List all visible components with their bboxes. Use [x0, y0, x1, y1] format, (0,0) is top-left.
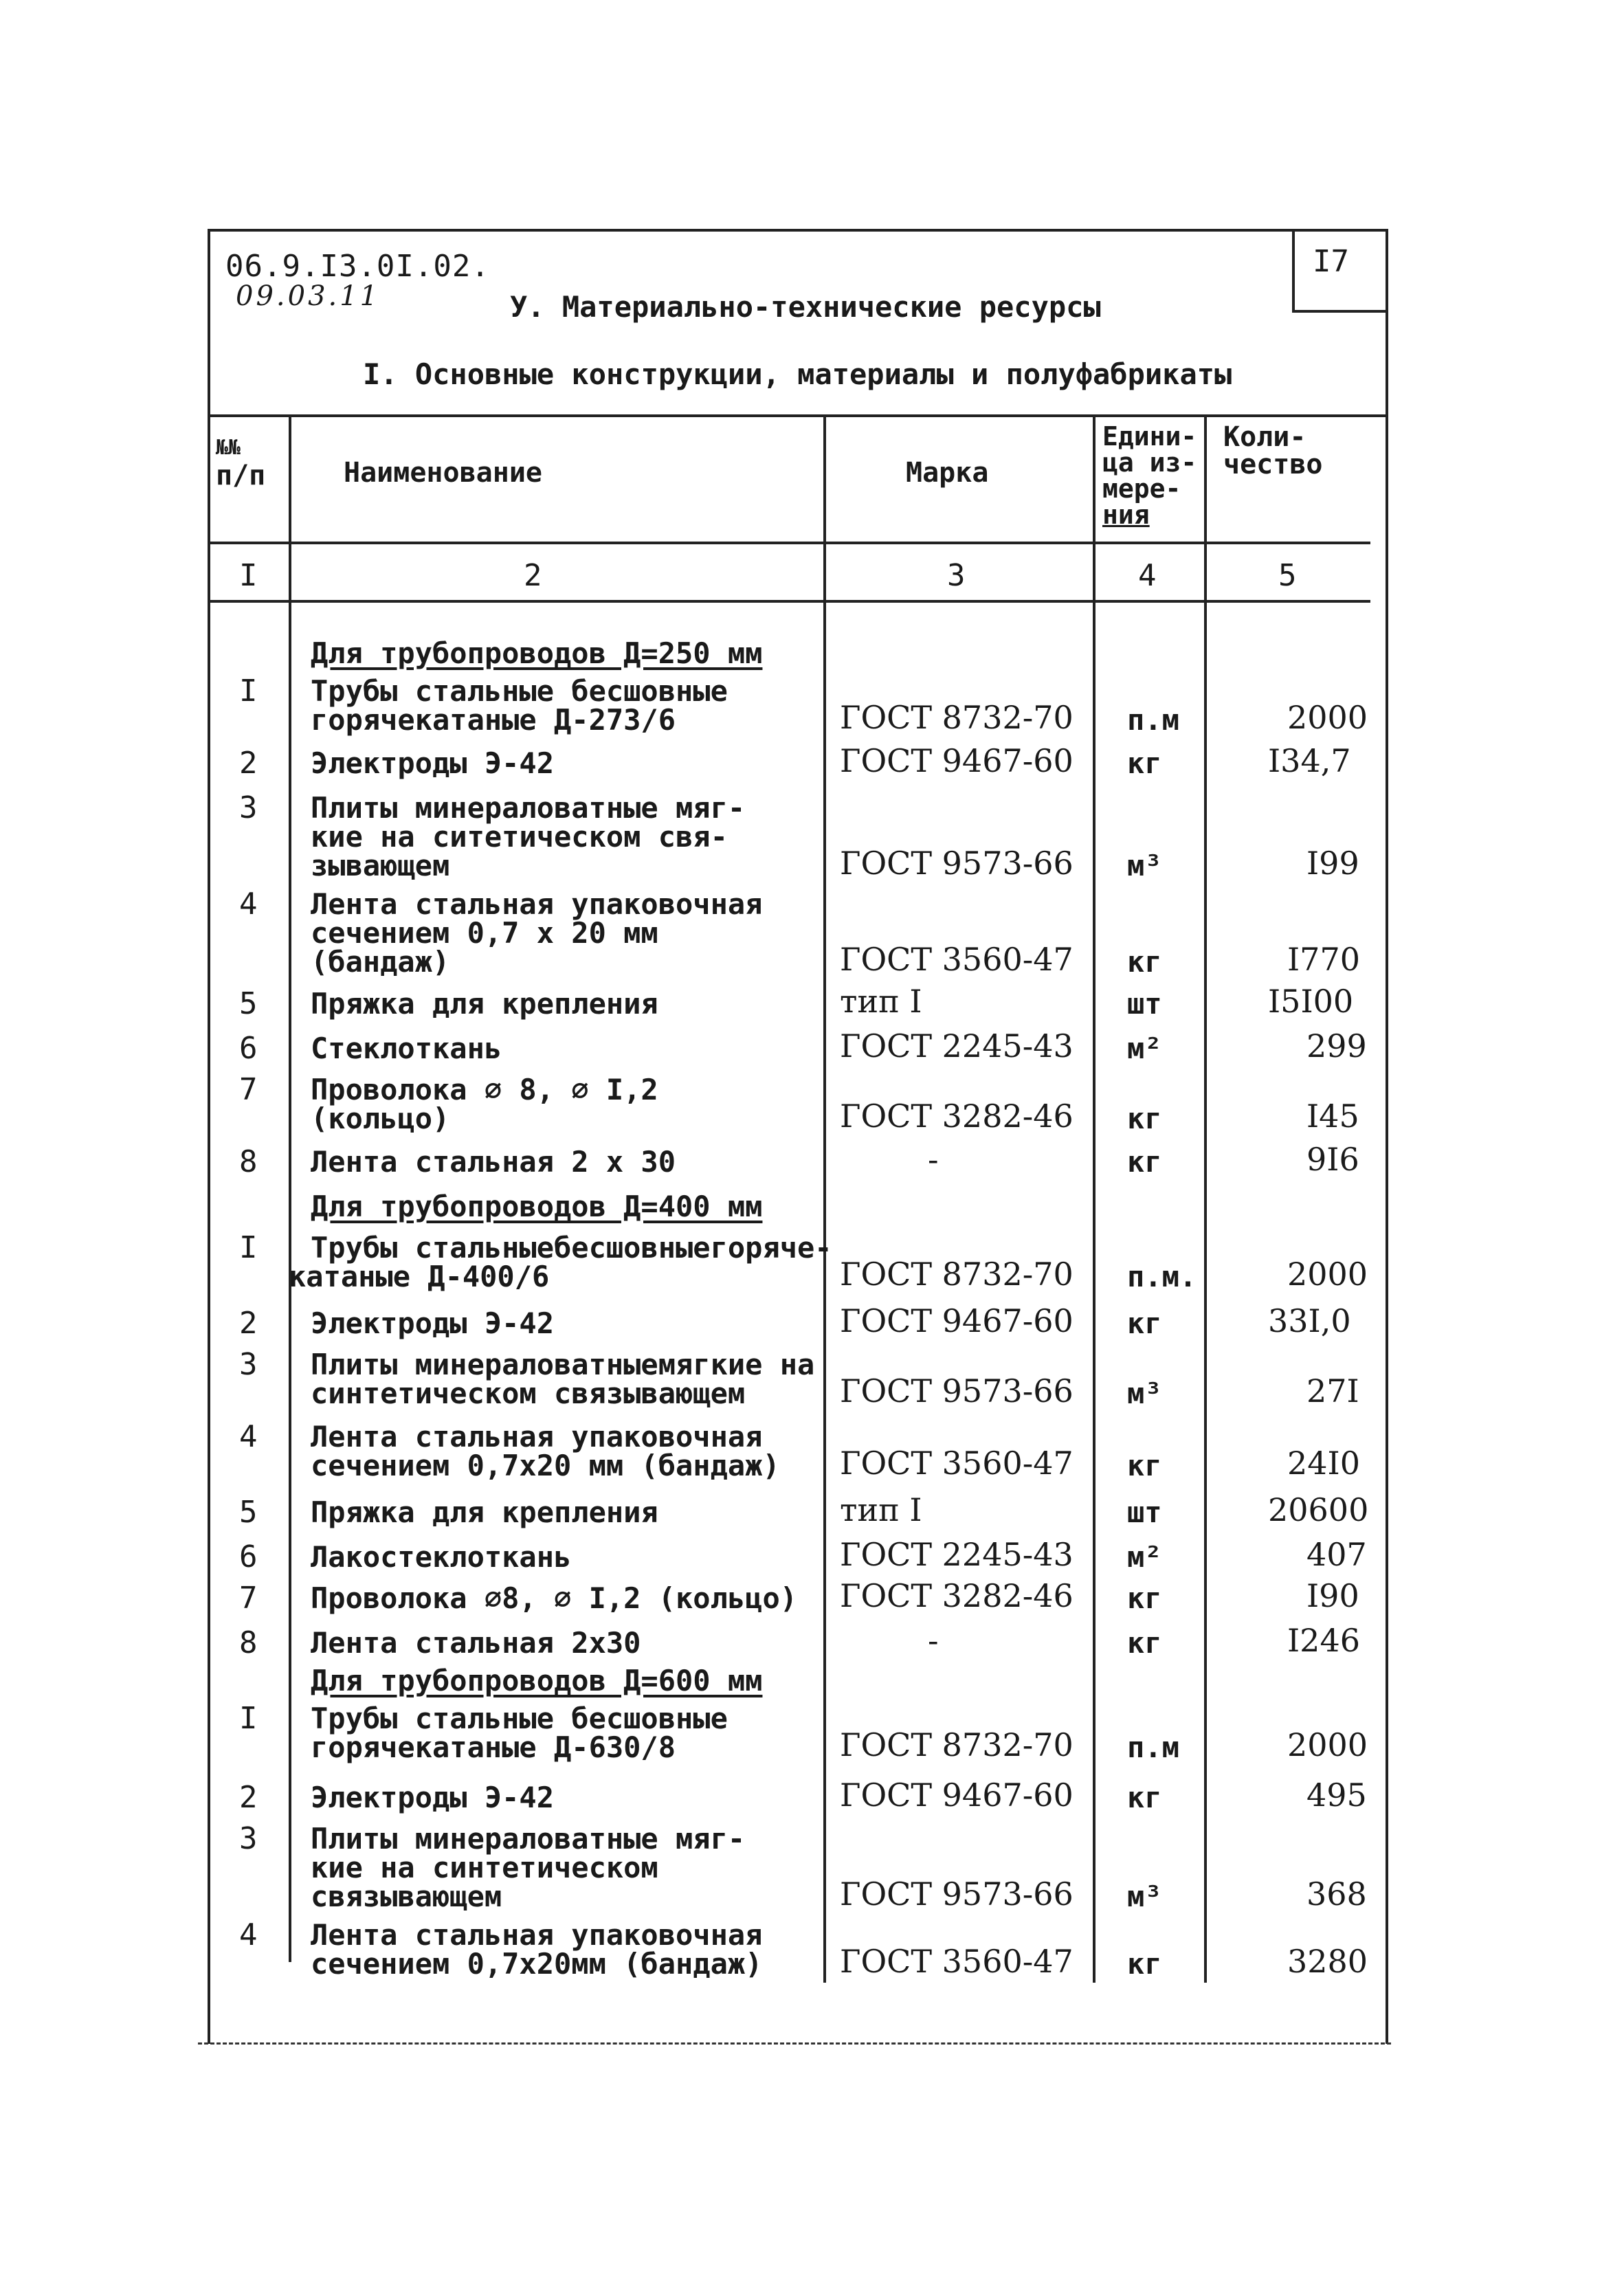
item-name-line: синтетическом связывающем	[311, 1377, 746, 1410]
item-name-line: кие на синтетическом	[311, 1851, 658, 1884]
row-number: 7	[239, 1581, 258, 1616]
item-unit: п.м	[1127, 703, 1179, 737]
row-number: I	[239, 1701, 258, 1736]
item-name-line: сечением 0,7x20 мм (бандаж)	[311, 1449, 780, 1482]
column-number-separator	[210, 600, 1370, 603]
item-quantity: 20600	[1268, 1491, 1369, 1528]
item-name-line: Лакостеклоткань	[311, 1540, 572, 1574]
item-unit: кг	[1127, 746, 1162, 780]
item-name-line: Трубы стальные бесшовные	[311, 1702, 728, 1735]
item-unit: кг	[1127, 1306, 1162, 1340]
item-name-line: Лента стальная упаковочная	[311, 1918, 763, 1952]
item-name-line: горячекатаные Д-630/8	[311, 1730, 676, 1764]
document-sheet	[208, 229, 1388, 2044]
item-name-line: Плиты минераловатные мяг-	[311, 791, 746, 825]
item-mark: тип I	[840, 1491, 922, 1528]
item-unit: кг	[1127, 1449, 1162, 1482]
item-name-line: Электроды Э-42	[311, 1781, 555, 1814]
row-number: 6	[239, 1031, 258, 1066]
item-name-line: Электроды Э-42	[311, 746, 555, 780]
column-divider-4	[1204, 416, 1207, 1983]
item-name-line: катаные Д-400/6	[289, 1260, 550, 1293]
item-mark: -	[928, 1141, 939, 1178]
item-mark: ГОСТ 9467-60	[840, 1302, 1074, 1339]
item-quantity: 368	[1306, 1875, 1367, 1913]
item-mark: ГОСТ 2245-43	[840, 1536, 1074, 1573]
row-number: 8	[239, 1144, 258, 1179]
item-name-line: Лента стальная упаковочная	[311, 887, 763, 921]
row-number: 8	[239, 1625, 258, 1660]
item-mark: ГОСТ 2245-43	[840, 1027, 1074, 1065]
item-quantity: 299	[1306, 1027, 1367, 1065]
item-name-line: Проволока ∅8, ∅ I,2 (кольцо)	[311, 1581, 798, 1615]
row-number: 4	[239, 887, 258, 922]
item-mark: ГОСТ 9573-66	[840, 1372, 1074, 1410]
column-number-3: 3	[947, 558, 966, 593]
item-mark: -	[928, 1622, 939, 1659]
row-number: 7	[239, 1072, 258, 1107]
column-number-2: 2	[524, 558, 542, 593]
item-unit: кг	[1127, 1626, 1162, 1660]
item-unit: кг	[1127, 1781, 1162, 1814]
item-unit: кг	[1127, 1947, 1162, 1981]
header-mark: Марка	[906, 457, 989, 489]
header-separator	[210, 542, 1370, 544]
item-mark: ГОСТ 9573-66	[840, 845, 1074, 882]
item-name-line: Проволока ∅ 8, ∅ I,2	[311, 1073, 658, 1106]
header-qty: Коли- чество	[1223, 421, 1323, 480]
handwritten-date: 09.03.11	[236, 280, 381, 312]
item-name-line: сечением 0,7 x 20 мм	[311, 916, 658, 950]
item-quantity: 27I	[1306, 1372, 1359, 1410]
item-name-line: сечением 0,7x20мм (бандаж)	[311, 1947, 763, 1981]
row-number: 6	[239, 1539, 258, 1574]
row-number: 2	[239, 746, 258, 781]
item-quantity: 33I,0	[1268, 1302, 1351, 1339]
item-mark: ГОСТ 8732-70	[840, 1726, 1074, 1763]
item-name-line: кие на ситетическом свя-	[311, 820, 728, 854]
row-number: 4	[239, 1917, 258, 1952]
item-name-line: Лента стальная 2 x 30	[311, 1145, 676, 1179]
item-mark: ГОСТ 3282-46	[840, 1577, 1074, 1614]
row-number: I	[239, 673, 258, 709]
item-name-line: Электроды Э-42	[311, 1306, 555, 1340]
item-quantity: 495	[1306, 1777, 1367, 1814]
item-name-line: Стеклоткань	[311, 1032, 502, 1065]
section-heading: Для трубопроводов Д=250 мм	[311, 636, 763, 670]
item-unit: п.м.	[1127, 1260, 1197, 1293]
column-number-1: I	[239, 558, 258, 593]
item-mark: ГОСТ 3560-47	[840, 941, 1074, 978]
item-name-line: Плиты минераловатныемягкие на	[311, 1348, 815, 1381]
item-quantity: 407	[1306, 1536, 1367, 1573]
item-unit: кг	[1127, 1581, 1162, 1615]
item-mark: ГОСТ 3560-47	[840, 1943, 1074, 1980]
item-quantity: 2000	[1287, 1726, 1368, 1763]
item-quantity: I246	[1287, 1622, 1360, 1659]
item-unit: м²	[1127, 1540, 1162, 1574]
column-divider-2	[823, 416, 826, 1983]
item-mark: тип I	[840, 983, 922, 1020]
row-number: 4	[239, 1419, 258, 1454]
item-name-line: (кольцо)	[311, 1102, 450, 1135]
item-unit: шт	[1127, 1495, 1162, 1529]
row-number: 2	[239, 1780, 258, 1815]
item-mark: ГОСТ 9573-66	[840, 1875, 1074, 1913]
header-unit: Едини- ца из- мере- ния	[1102, 421, 1197, 530]
item-unit: шт	[1127, 987, 1162, 1021]
item-mark: ГОСТ 3560-47	[840, 1445, 1074, 1482]
row-number: I	[239, 1230, 258, 1265]
row-number: 3	[239, 1821, 258, 1856]
row-number: 2	[239, 1306, 258, 1341]
item-quantity: I34,7	[1268, 742, 1351, 779]
item-unit: м²	[1127, 1032, 1162, 1065]
header-no: №№ п/п	[216, 436, 266, 491]
item-quantity: 24I0	[1287, 1445, 1360, 1482]
item-unit: м³	[1127, 1377, 1162, 1410]
item-name-line: зывающем	[311, 849, 450, 882]
item-unit: кг	[1127, 945, 1162, 979]
item-unit: кг	[1127, 1102, 1162, 1135]
item-quantity: I45	[1306, 1098, 1359, 1135]
sheet-bottom-border	[198, 2042, 1391, 2045]
item-name-line: (бандаж)	[311, 945, 450, 979]
item-name-line: Трубы стальныебесшовныегоряче-	[311, 1231, 832, 1265]
item-name-line: Трубы стальные бесшовные	[311, 674, 728, 708]
item-unit: м³	[1127, 849, 1162, 882]
column-divider-1	[289, 416, 291, 1962]
item-name-line: Плиты минераловатные мяг-	[311, 1822, 746, 1856]
item-quantity: I5I00	[1268, 983, 1354, 1020]
item-quantity: 3280	[1287, 1943, 1368, 1980]
section-heading: Для трубопроводов Д=600 мм	[311, 1664, 763, 1697]
item-name-line: Лента стальная 2x30	[311, 1626, 641, 1660]
item-mark: ГОСТ 9467-60	[840, 742, 1074, 779]
page-number: I7	[1313, 244, 1349, 279]
item-name-line: горячекатаные Д-273/6	[311, 703, 676, 737]
item-mark: ГОСТ 8732-70	[840, 1256, 1074, 1293]
item-mark: ГОСТ 9467-60	[840, 1777, 1074, 1814]
item-unit: кг	[1127, 1145, 1162, 1179]
document-code: 06.9.I3.0I.02.	[225, 249, 490, 284]
item-name-line: Лента стальная упаковочная	[311, 1420, 763, 1454]
item-quantity: I770	[1287, 941, 1360, 978]
subsection-title: I. Основные конструкции, материалы и полуфабрикаты	[363, 357, 1232, 391]
row-number: 5	[239, 986, 258, 1021]
column-divider-3	[1093, 416, 1095, 1983]
column-number-4: 4	[1138, 558, 1157, 593]
row-number: 5	[239, 1495, 258, 1530]
item-name-line: связывающем	[311, 1880, 502, 1913]
item-quantity: 2000	[1287, 1256, 1368, 1293]
item-quantity: 2000	[1287, 699, 1368, 736]
item-name-line: Пряжка для крепления	[311, 987, 658, 1021]
item-unit: м³	[1127, 1880, 1162, 1913]
section-heading: Для трубопроводов Д=400 мм	[311, 1190, 763, 1223]
item-quantity: I99	[1306, 845, 1359, 882]
item-quantity: I90	[1306, 1577, 1359, 1614]
item-mark: ГОСТ 8732-70	[840, 699, 1074, 736]
item-mark: ГОСТ 3282-46	[840, 1098, 1074, 1135]
row-number: 3	[239, 790, 258, 825]
column-number-5: 5	[1278, 558, 1297, 593]
item-unit: п.м	[1127, 1730, 1179, 1764]
table-top-border	[210, 414, 1388, 417]
row-number: 3	[239, 1347, 258, 1382]
section-title: У. Материально-технические ресурсы	[510, 290, 1101, 324]
header-name: Наименование	[344, 457, 542, 489]
item-quantity: 9I6	[1306, 1141, 1359, 1178]
item-name-line: Пряжка для крепления	[311, 1495, 658, 1529]
